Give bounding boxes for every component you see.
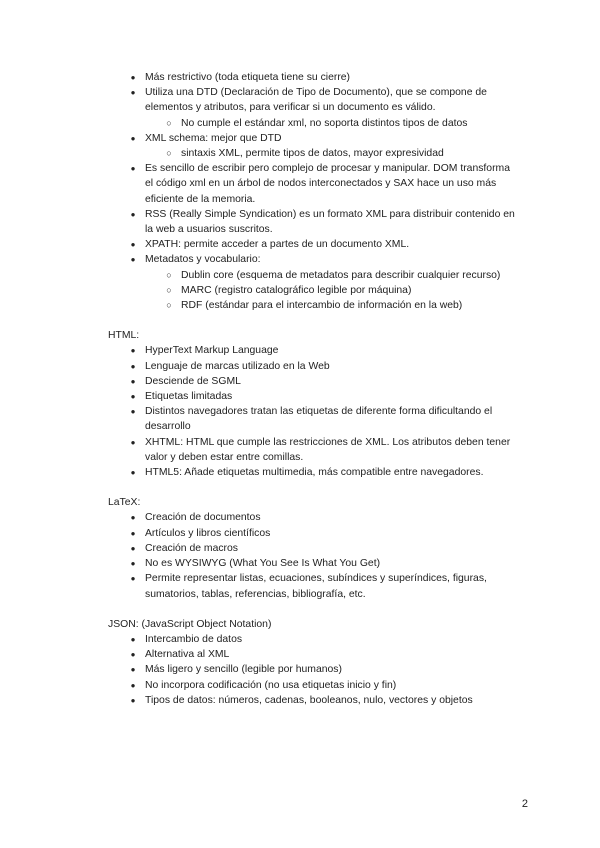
- bullet-icon: ●: [130, 680, 136, 690]
- latex-heading: LaTeX:: [108, 497, 141, 509]
- list-item-text: Permite representar listas, ecuaciones, subíndices y superíndices, figuras, sumatorios, tablas, referencias, bibliografía, etc.: [145, 573, 487, 600]
- list-item-text: HTML5: Añade etiquetas multimedia, más compatible entre navegadores.: [145, 467, 484, 479]
- list-item-text: Metadatos y vocabulario:: [145, 254, 261, 266]
- bullet-icon: ●: [130, 346, 136, 356]
- list-item: [0, 116, 600, 131]
- list-item: [0, 283, 600, 298]
- list-item-text: XPATH: permite acceder a partes de un documento XML.: [145, 239, 410, 251]
- bullet-icon: ●: [130, 133, 136, 143]
- page-number: 2: [521, 798, 528, 810]
- sub-bullet-icon: ○: [166, 284, 172, 295]
- bullet-icon: ●: [130, 209, 136, 219]
- list-item-text: Más restrictivo (toda etiqueta tiene su cierre): [145, 72, 351, 83]
- bullet-icon: ●: [130, 407, 136, 417]
- list-item-text: Etiquetas limitadas: [145, 391, 233, 403]
- bullet-icon: ●: [130, 392, 136, 402]
- latex-bullet-list: [0, 510, 600, 601]
- list-item-text: Dublin core (esquema de metadatos para describir cualquier recurso): [181, 269, 501, 281]
- bullet-icon: ●: [130, 88, 136, 98]
- list-item: [0, 435, 600, 465]
- list-item: [0, 541, 600, 556]
- list-item: [0, 268, 600, 283]
- list-item: [0, 161, 600, 207]
- list-item-text: Desciende de SGML: [145, 375, 241, 387]
- list-item: [0, 207, 600, 237]
- list-item: [0, 526, 600, 541]
- list-item: [0, 343, 600, 358]
- list-item: [0, 131, 600, 146]
- list-item-text: No incorpora codificación (no usa etiquetas inicio y fin): [145, 679, 397, 691]
- list-item-text: Alternativa al XML: [145, 649, 230, 661]
- list-item: [0, 298, 600, 313]
- bullet-icon: ●: [130, 513, 136, 523]
- list-item-text: RSS (Really Simple Syndication) es un formato XML para distribuir contenido en la web a usuarios suscritos.: [145, 208, 515, 236]
- list-item-text: Artículos y libros científicos: [145, 527, 271, 539]
- list-item: [0, 678, 600, 693]
- bullet-icon: ●: [130, 650, 136, 660]
- xml-bullet-list: [0, 70, 600, 313]
- html-bullet-list: [0, 343, 600, 480]
- list-item-text: Es sencillo de escribir pero complejo de procesar y manipular. DOM transforma el código xml en un árbol de nodos interconectados y SAX hace un uso más eficiente de la memoria.: [145, 163, 510, 205]
- list-item-text: Creación de macros: [145, 542, 238, 554]
- list-item-text: Distintos navegadores tratan las etiquetas de diferente forma dificultando el desarrollo: [145, 406, 493, 433]
- html-heading: HTML:: [108, 330, 140, 342]
- sub-bullet-icon: ○: [166, 300, 172, 311]
- list-item: [0, 70, 600, 85]
- list-item: [0, 465, 600, 480]
- bullet-icon: ●: [130, 695, 136, 705]
- bullet-icon: ●: [130, 543, 136, 553]
- bullet-icon: ●: [130, 255, 136, 265]
- sub-bullet-icon: ○: [166, 148, 172, 159]
- sub-bullet-icon: ○: [166, 117, 172, 128]
- bullet-icon: ●: [130, 665, 136, 675]
- list-item-text: Lenguaje de marcas utilizado en la Web: [145, 360, 330, 372]
- list-item-text: Más ligero y sencillo (legible por humanos): [145, 664, 342, 676]
- list-item: [0, 252, 600, 267]
- list-item: [0, 556, 600, 571]
- list-item: [0, 404, 600, 434]
- bullet-icon: ●: [130, 376, 136, 386]
- list-item: [0, 85, 600, 115]
- list-item-text: RDF (estándar para el intercambio de información en la web): [181, 300, 463, 312]
- list-item: [0, 571, 600, 601]
- list-item-text: Intercambio de datos: [145, 633, 243, 645]
- list-item-text: MARC (registro catalográfico legible por máquina): [181, 284, 412, 296]
- list-item: [0, 510, 600, 525]
- list-item: [0, 662, 600, 677]
- list-item: [0, 647, 600, 662]
- json-heading: JSON: (JavaScript Object Notation): [108, 618, 272, 630]
- list-item-text: Creación de documentos: [145, 512, 261, 524]
- json-bullet-list: [0, 632, 600, 708]
- bullet-icon: ●: [130, 634, 136, 644]
- bullet-icon: ●: [130, 164, 136, 174]
- sub-bullet-icon: ○: [166, 269, 172, 280]
- list-item-text: Utiliza una DTD (Declaración de Tipo de Documento), que se compone de elementos y atributos, para verificar si un documento es válido.: [145, 87, 487, 114]
- bullet-icon: ●: [130, 240, 136, 250]
- list-item: [0, 237, 600, 252]
- bullet-icon: ●: [130, 437, 136, 447]
- list-item-text: XHTML: HTML que cumple las restricciones de XML. Los atributos deben tener valor y deben estar entre comillas.: [145, 436, 511, 463]
- bullet-icon: ●: [130, 73, 136, 82]
- list-item: [0, 632, 600, 647]
- bullet-icon: ●: [130, 468, 136, 478]
- list-item-text: sintaxis XML, permite tipos de datos, mayor expresividad: [181, 148, 444, 160]
- list-item-text: No es WYSIWYG (What You See Is What You Get): [145, 558, 381, 570]
- bullet-icon: ●: [130, 559, 136, 569]
- list-item-text: XML schema: mejor que DTD: [145, 132, 282, 144]
- bullet-icon: ●: [130, 528, 136, 538]
- list-item: [0, 359, 600, 374]
- bullet-icon: ●: [130, 361, 136, 371]
- list-item: [0, 693, 600, 708]
- list-item-text: Tipos de datos: números, cadenas, booleanos, nulo, vectores y objetos: [145, 694, 473, 706]
- bullet-icon: ●: [130, 574, 136, 584]
- list-item: [0, 146, 600, 161]
- list-item: [0, 374, 600, 389]
- list-item-text: No cumple el estándar xml, no soporta distintos tipos de datos: [181, 117, 468, 129]
- list-item: [0, 389, 600, 404]
- list-item-text: HyperText Markup Language: [145, 345, 279, 357]
